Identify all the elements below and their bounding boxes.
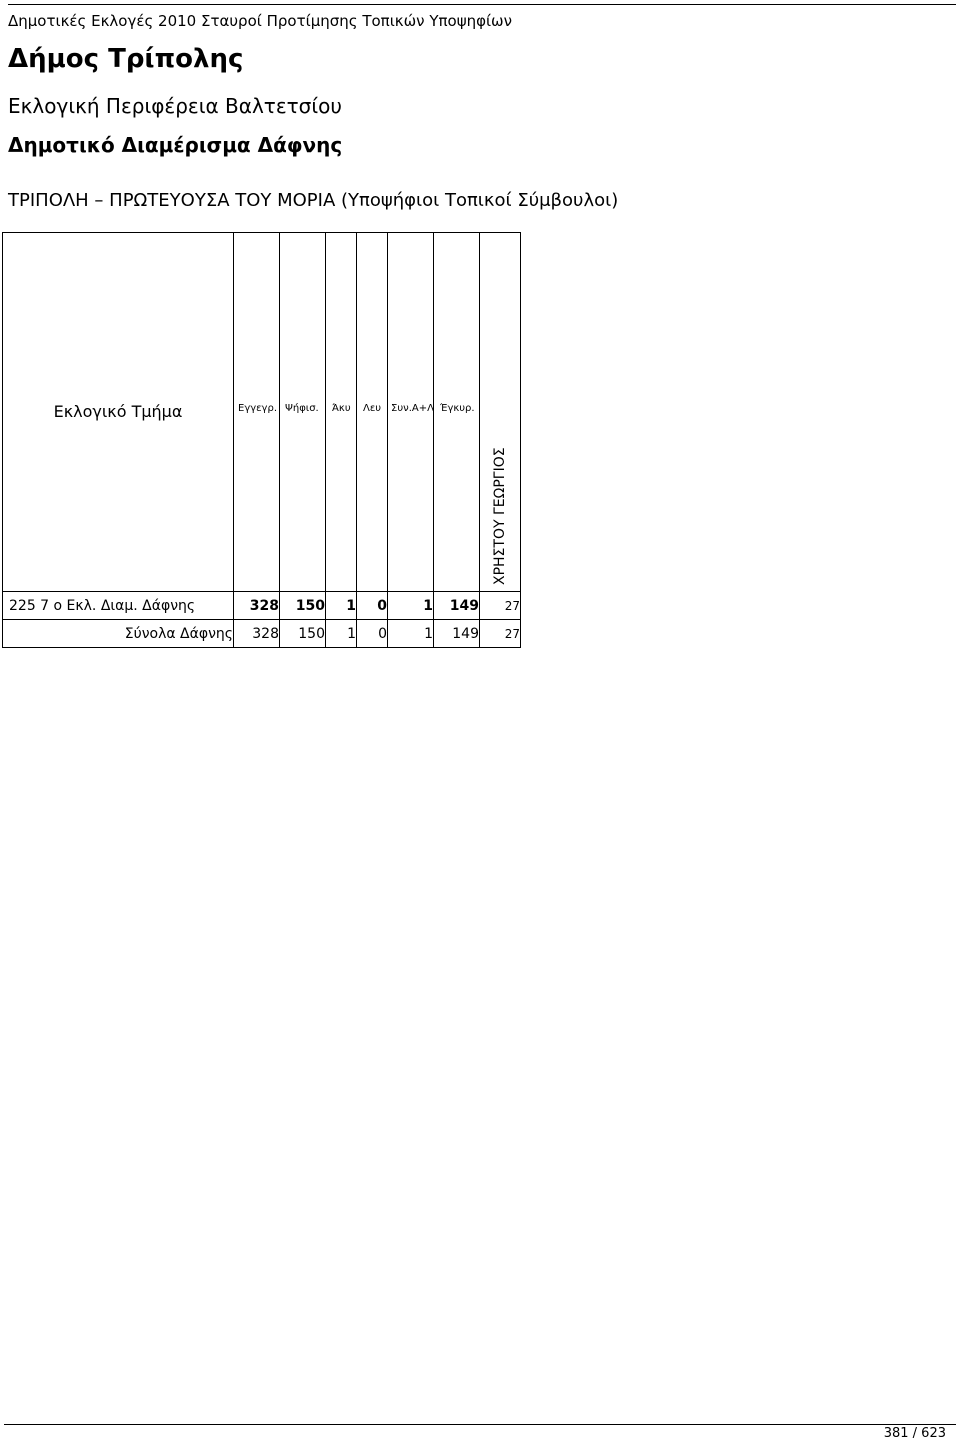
column-header-blank: Λευ bbox=[357, 233, 388, 592]
totals-row bbox=[3, 620, 521, 648]
column-header-sum-invalid-blank: Συν.Α+Λ bbox=[388, 233, 434, 592]
total-invalid: 1 bbox=[326, 620, 357, 648]
table-row bbox=[3, 592, 521, 620]
cell-blank: 0 bbox=[357, 592, 388, 620]
total-sum-invalid-blank: 1 bbox=[388, 620, 434, 648]
footer-rule bbox=[4, 1424, 956, 1425]
section-name: 225 7 ο Εκλ. Διαμ. Δάφνης bbox=[3, 592, 234, 620]
cell-sum-invalid-blank: 1 bbox=[388, 592, 434, 620]
results-table bbox=[2, 232, 521, 648]
column-header-registered: Εγγεγρ. bbox=[234, 233, 280, 592]
candidate-column-header bbox=[480, 233, 521, 592]
electoral-district: Εκλογική Περιφέρεια Βαλτετσίου bbox=[8, 94, 342, 118]
cell-registered: 328 bbox=[234, 592, 280, 620]
header-rule bbox=[8, 4, 956, 5]
column-header-invalid: Άκυ bbox=[326, 233, 357, 592]
total-blank: 0 bbox=[357, 620, 388, 648]
municipality-title: Δήμος Τρίπολης bbox=[8, 44, 244, 74]
total-registered: 328 bbox=[234, 620, 280, 648]
cell-candidate-votes: 27 bbox=[480, 592, 521, 620]
total-candidate-votes: 27 bbox=[480, 620, 521, 648]
section-column-header: Εκλογικό Τμήμα bbox=[3, 233, 234, 592]
candidate-name: ΧΡΗΣΤΟΥ ΓΕΩΡΓΙΟΣ bbox=[492, 447, 508, 585]
department-title: Δημοτικό Διαμέρισμα Δάφνης bbox=[8, 133, 343, 157]
page-number: 381 / 623 bbox=[883, 1426, 946, 1441]
column-header-valid: Έγκυρ. bbox=[434, 233, 480, 592]
total-valid: 149 bbox=[434, 620, 480, 648]
table-header-row bbox=[3, 233, 521, 592]
document-header: Δημοτικές Εκλογές 2010 Σταυροί Προτίμησης Τοπικών Υποψηφίων bbox=[8, 12, 513, 30]
list-title: ΤΡΙΠΟΛΗ – ΠΡΩΤΕΥΟΥΣΑ ΤΟΥ ΜΟΡΙΑ (Υποψήφιοι Τοπικοί Σύμβουλοι) bbox=[8, 190, 619, 211]
cell-valid: 149 bbox=[434, 592, 480, 620]
column-header-voted: Ψήφισ. bbox=[280, 233, 326, 592]
total-voted: 150 bbox=[280, 620, 326, 648]
cell-voted: 150 bbox=[280, 592, 326, 620]
cell-invalid: 1 bbox=[326, 592, 357, 620]
totals-label: Σύνολα Δάφνης bbox=[3, 620, 234, 648]
